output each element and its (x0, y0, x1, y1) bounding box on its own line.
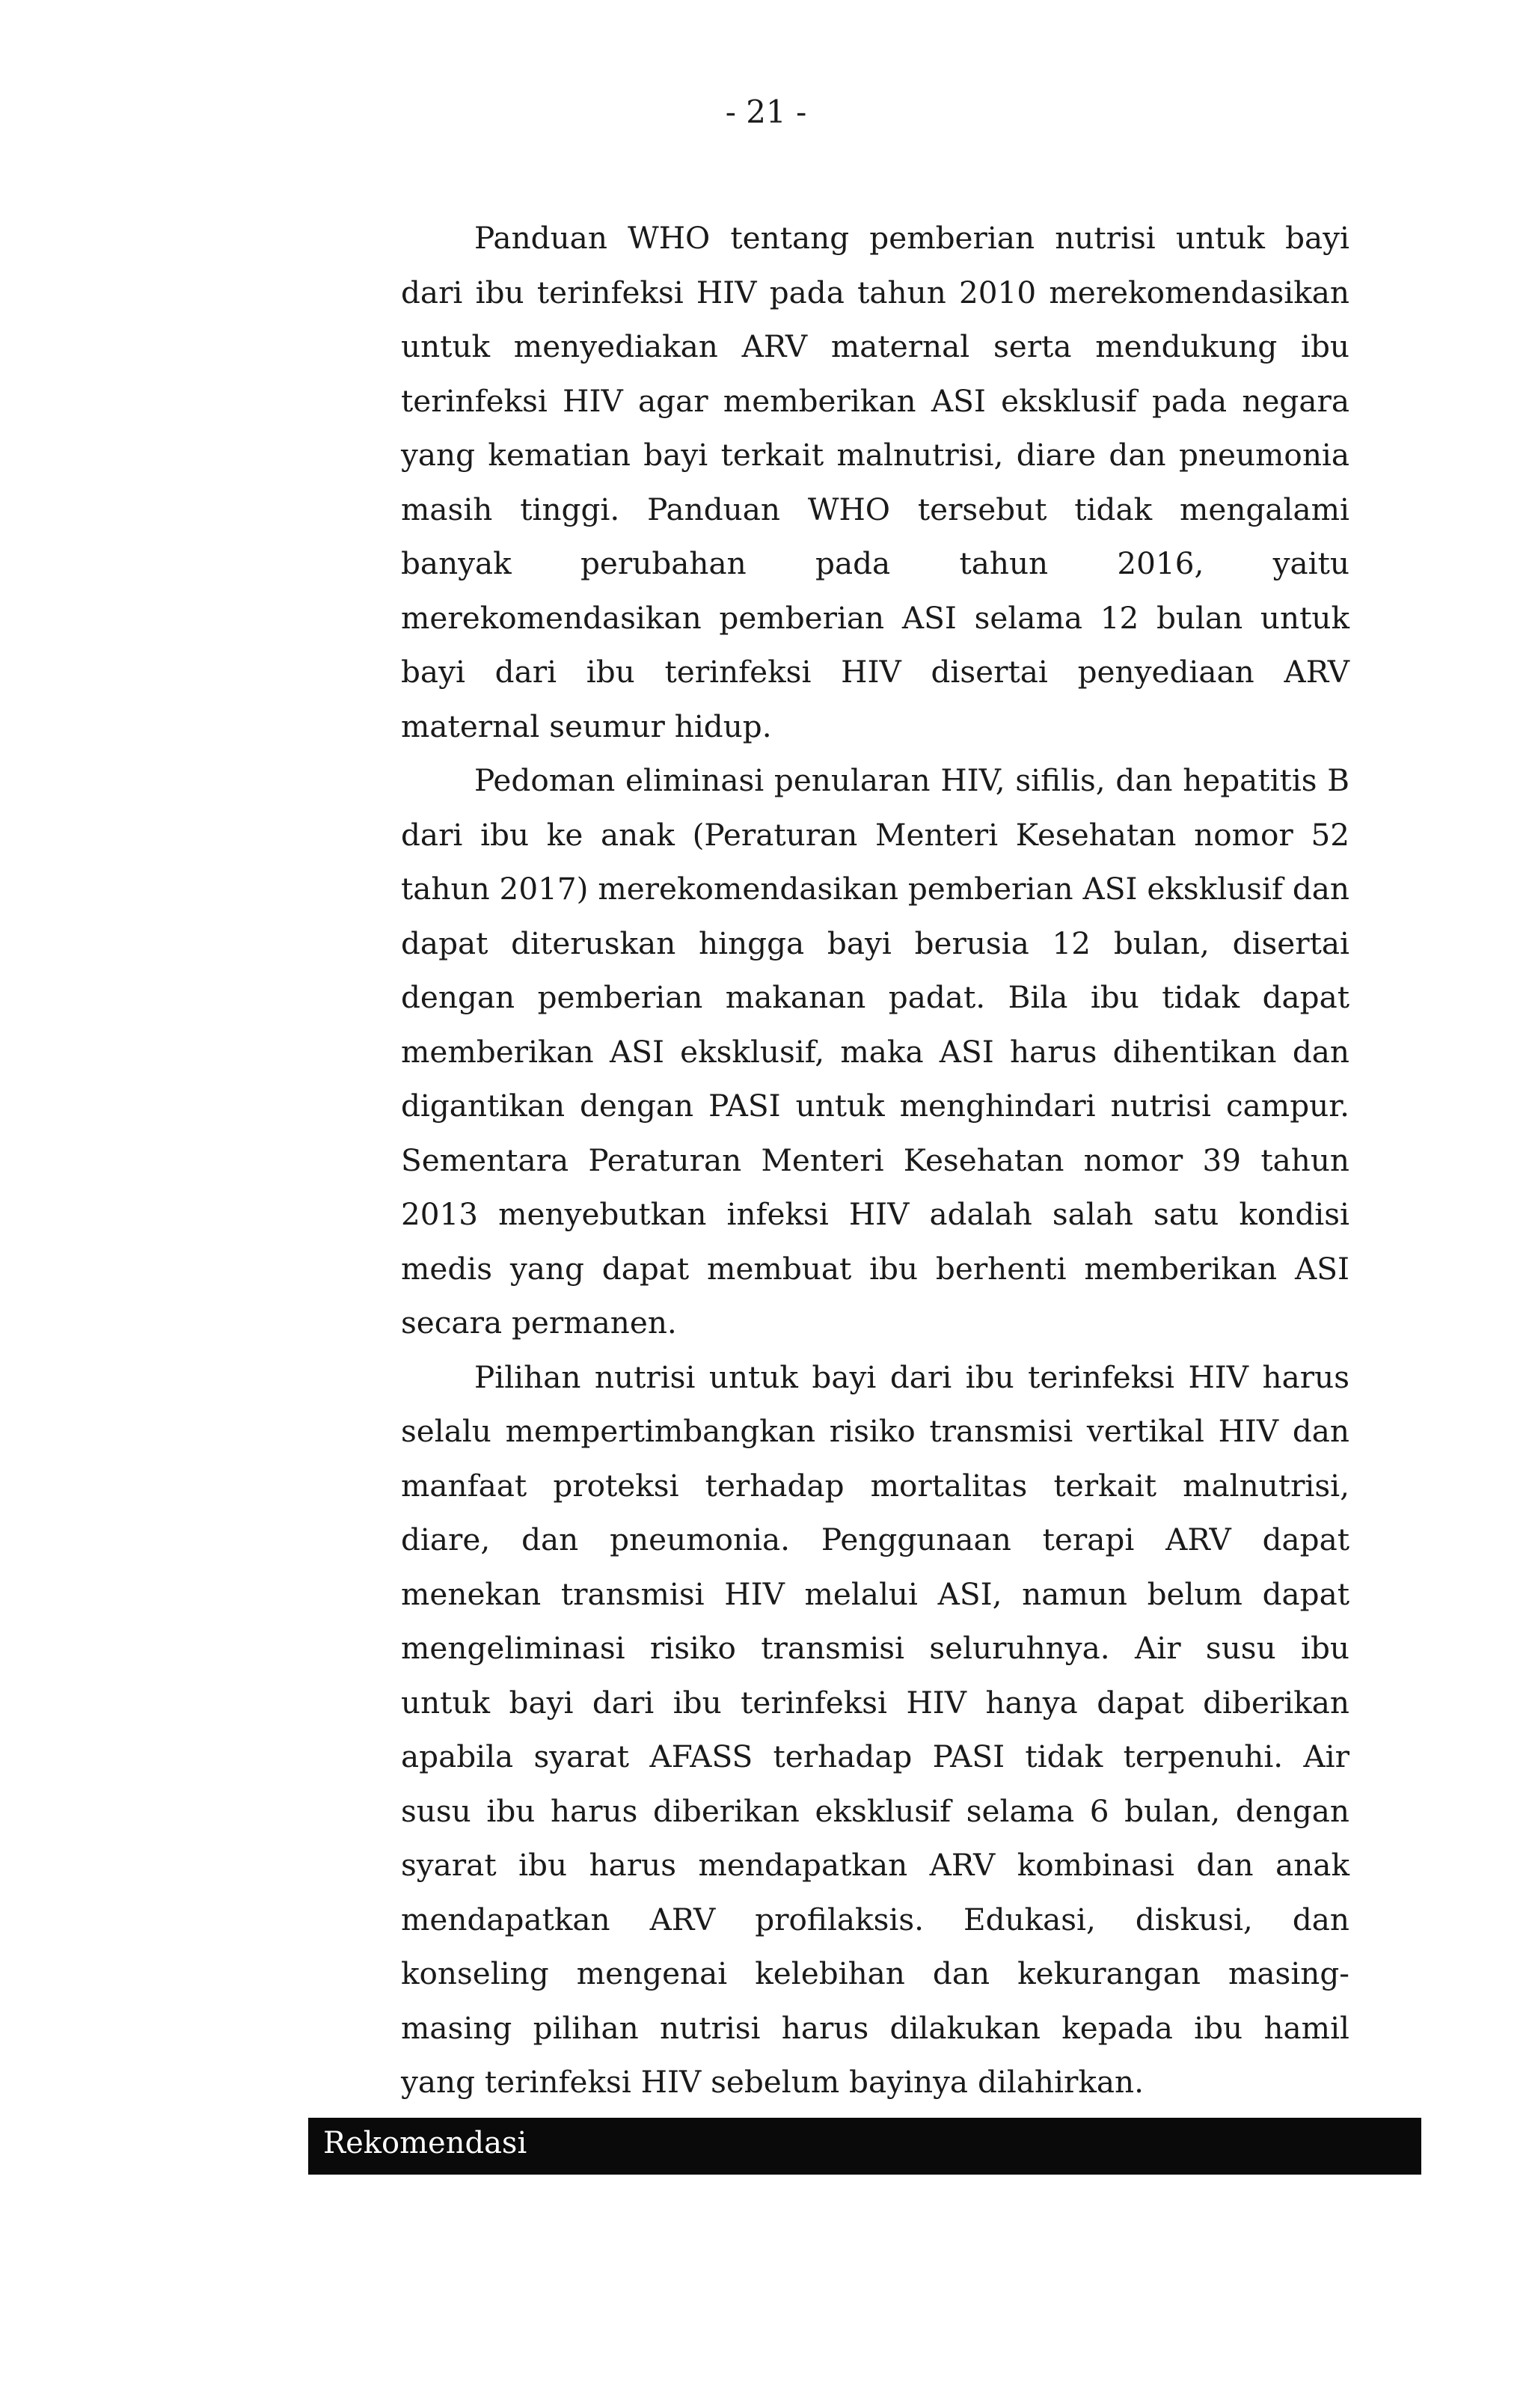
page-number: - 21 - (725, 94, 807, 130)
section-heading-bar (308, 2118, 1421, 2175)
body-text (401, 211, 1349, 2110)
paragraph-nutrition-options: Pilihan nutrisi untuk bayi dari ibu terinfeksi HIV harus selalu mempertimbangkan risiko transmisi vertikal HIV dan manfaat proteksi terhadap mortalitas terkait malnutrisi, diare, dan pneumonia. Penggunaan terapi ARV dapat menekan transmisi HIV melalui ASI, namun belum dapat mengeliminasi risiko transmisi seluruhnya. Air susu ibu untuk bayi dari ibu terinfeksi HIV hanya dapat diberikan apabila syarat AFASS terhadap PASI tidak terpenuhi. Air susu ibu harus diberikan eksklusif selama 6 bulan, dengan syarat ibu harus mendapatkan ARV kombinasi dan anak mendapatkan ARV profilaksis. Edukasi, diskusi, dan konseling mengenai kelebihan dan kekurangan masing-masing pilihan nutrisi harus dilakukan kepada ibu hamil yang terinfeksi HIV sebelum bayinya dilahirkan. (401, 1358, 1349, 2100)
section-heading: Rekomendasi (323, 2126, 527, 2160)
paragraph-elimination-guideline: Pedoman eliminasi penularan HIV, sifilis, dan hepatitis B dari ibu ke anak (Peraturan Menteri Kesehatan nomor 52 tahun 2017) merekomendasikan pemberian ASI eksklusif dan dapat diteruskan hingga bayi berusia 12 bulan, disertai dengan pemberian makanan padat. Bila ibu tidak dapat memberikan ASI eksklusif, maka ASI harus dihentikan dan digantikan dengan PASI untuk menghindari nutrisi campur. Sementara Peraturan Menteri Kesehatan nomor 39 tahun 2013 menyebutkan infeksi HIV adalah salah satu kondisi medis yang dapat membuat ibu berhenti memberikan ASI secara permanen. (401, 762, 1349, 1341)
paragraph-who-guidance: Panduan WHO tentang pemberian nutrisi untuk bayi dari ibu terinfeksi HIV pada tahun 2010 merekomendasikan untuk menyediakan ARV maternal serta mendukung ibu terinfeksi HIV agar memberikan ASI eksklusif pada negara yang kematian bayi terkait malnutrisi, diare dan pneumonia masih tinggi. Panduan WHO tersebut tidak mengalami banyak perubahan pada tahun 2016, yaitu merekomendasikan pemberian ASI selama 12 bulan untuk bayi dari ibu terinfeksi HIV disertai penyediaan ARV maternal seumur hidup. (401, 220, 1349, 744)
